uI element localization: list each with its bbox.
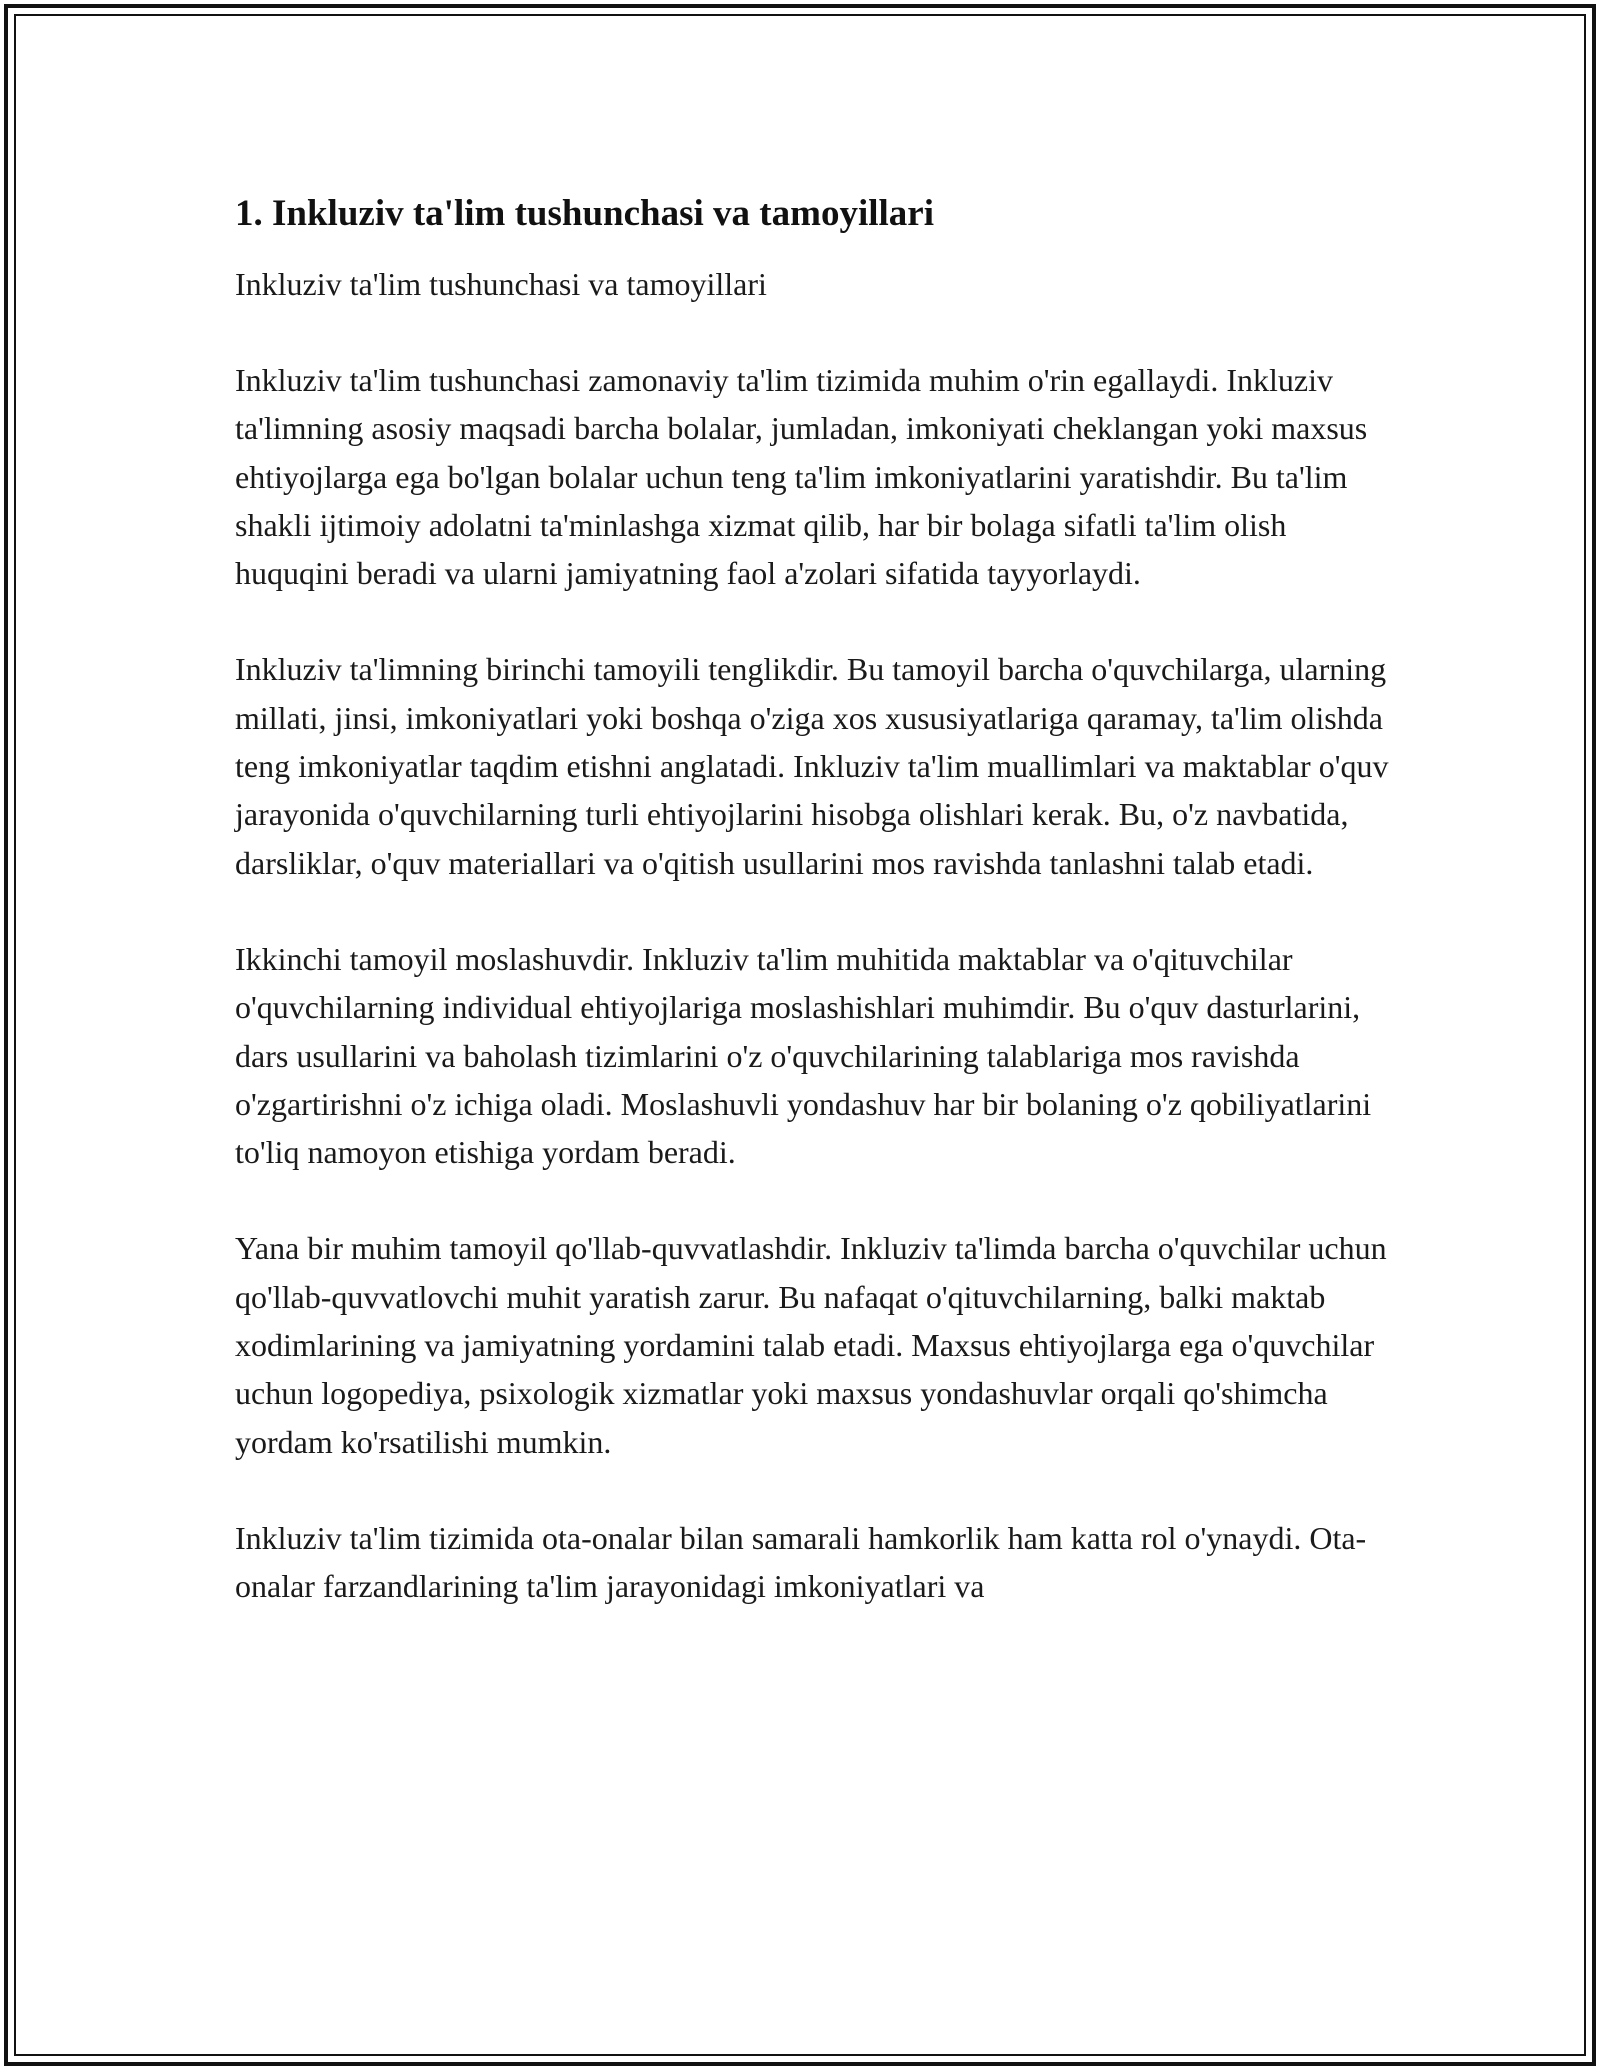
paragraph-4: Yana bir muhim tamoyil qo'llab-quvvatlashdir. Inkluziv ta'limda barcha o'quvchilar uchun qo'llab-quvvatlovchi muhit yaratish zarur. Bu nafaqat o'qituvchilarning, balki maktab xodimlarining va jamiyatning yordamini talab etadi. Maxsus ehtiyojlarga ega o'quvchilar uchun logopediya, psixologik xizmatlar yoki maxsus yondashuvlar orqali qo'shimcha yordam ko'rsatilishi mumkin.: [235, 1230, 1387, 1460]
paragraph-5: Inkluziv ta'lim tizimida ota-onalar bilan samarali hamkorlik ham katta rol o'ynaydi. Ota-onalar farzandlarining ta'lim jarayonidagi imkoniyatlari va: [235, 1519, 1367, 1605]
paragraph-3: Ikkinchi tamoyil moslashuvdir. Inkluziv ta'lim muhitida maktablar va o'qituvchilar o'quvchilarning individual ehtiyojlariga moslashishlari muhimdir. Bu o'quv dasturlarini, dars usullarini va baholash tizimlarini o'z o'quvchilarining talablariga mos ravishda o'zgartirishni o'z ichiga oladi. Moslashuvli yondashuv har bir bolaning o'z qobiliyatlarini to'liq namoyon etishiga yordam beradi.: [235, 940, 1372, 1171]
paragraph-1: Inkluziv ta'lim tushunchasi zamonaviy ta'lim tizimida muhim o'rin egallaydi. Inkluziv ta'limning asosiy maqsadi barcha bolalar, jumladan, imkoniyati cheklangan yoki maxsus ehtiyojlarga ega bo'lgan bolalar uchun teng ta'lim imkoniyatlarini yaratishdir. Bu ta'lim shakli ijtimoiy adolatni ta'minlashga xizmat qilib, har bir bolaga sifatli ta'lim olish huquqini beradi va ularni jamiyatning faol a'zolari sifatida tayyorlaydi.: [235, 362, 1368, 592]
paragraph-2: Inkluziv ta'limning birinchi tamoyili tenglikdir. Bu tamoyil barcha o'quvchilarga, ularning millati, jinsi, imkoniyatlari yoki boshqa o'ziga xos xususiyatlariga qaramay, ta'lim olishda teng imkoniyatlar taqdim etishni anglatadi. Inkluziv ta'lim muallimlari va maktablar o'quv jarayonida o'quvchilarning turli ehtiyojlarini hisobga olishlari kerak. Bu, o'z navbatida, darsliklar, o'quv materiallari va o'qitish usullarini mos ravishda tanlashni talab etadi.: [235, 651, 1389, 881]
section-subheading: Inkluziv ta'lim tushunchasi va tamoyillari: [235, 266, 767, 302]
document-body: [235, 186, 1395, 1611]
section-heading: 1. Inkluziv ta'lim tushunchasi va tamoyillari: [235, 193, 934, 234]
